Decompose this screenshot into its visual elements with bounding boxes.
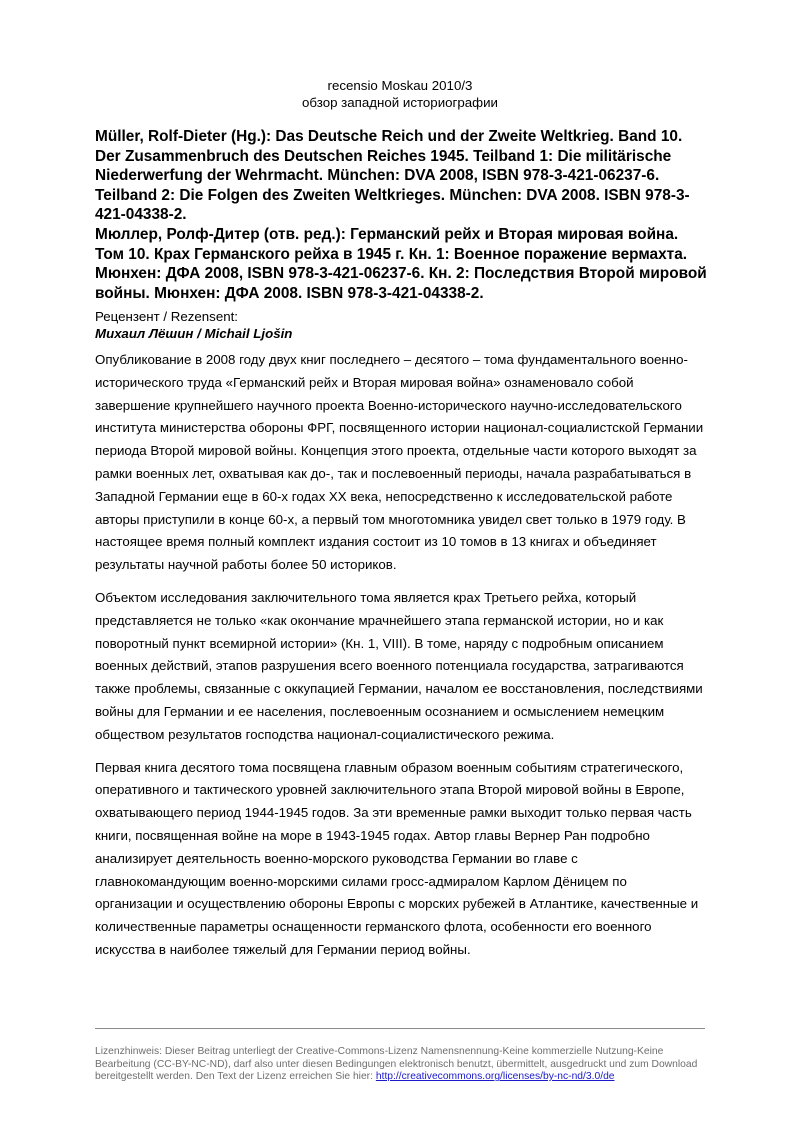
header-journal-issue: recensio Moskau 2010/3 <box>327 78 473 93</box>
header-subtitle: обзор западной историографии <box>302 94 498 110</box>
license-notice-text: Lizenzhinweis: Dieser Beitrag unterliegt der Creative-Commons-Lizenz Namensnennung-Keine kommerzielle Nutzung-Keine Bearbeitung (CC-BY-NC-ND), darf also unter diesen Bedingungen elektronisch benutzt, übermittelt, ausgedruckt und zum Download bereitgestellt werden. Den Text der Lizenz erreichen Sie hier: <box>95 1046 698 1083</box>
review-body <box>95 349 707 972</box>
reviewer-block <box>95 308 705 342</box>
title-russian: Мюллер, Ролф-Дитер (отв. ред.): Германский рейх и Вторая мировая война. Том 10. Крах Германского рейха в 1945 г. Кн. 1: Военное поражение вермахта. Мюнхен: ДФА 2008, ISBN 978-3-421-06237-6. Кн. 2: Последствия Второй мировой войны. Мюнхен: ДФА 2008. ISBN 978-3-421-04338-2. <box>95 225 707 302</box>
body-paragraph: Объектом исследования заключительного тома является крах Третьего рейха, который представляется не только «как окончание мрачнейшего этапа германской истории, но и как поворотный пункт всемирной истории» (Кн. 1, VIII). В томе, наряду с подробным описанием военных действий, этапов разрушения всего военного потенциала государства, затрагиваются также проблемы, связанные с оккупацией Германии, началом ее восстановления, последствиями войны для Германии и ее населения, послевоенным осознанием и осмыслением немецким обществом результатов господства национал-социалистического режима. <box>95 589 703 742</box>
license-link[interactable]: http://creativecommons.org/licenses/by-nc-nd/3.0/de <box>375 1071 615 1083</box>
running-header <box>95 78 705 111</box>
reviewer-name: Михаил Лёшин / Michail Ljošin <box>95 326 293 341</box>
license-footer <box>95 1046 707 1084</box>
title-german: Müller, Rolf-Dieter (Hg.): Das Deutsche Reich und der Zweite Weltkrieg. Band 10. Der Zusammenbruch des Deutschen Reiches 1945. Teilband 1: Die militärische Niederwerfung der Wehrmacht. München: DVA 2008, ISBN 978-3-421-06237-6. Teilband 2: Die Folgen des Zweiten Weltkrieges. München: DVA 2008. ISBN 978-3-421-04338-2. <box>95 128 690 224</box>
footer-divider <box>95 1028 705 1029</box>
reviewer-label: Рецензент / Rezensent: <box>95 309 239 324</box>
body-paragraph: Опубликование в 2008 году двух книг последнего – десятого – тома фундаментального военно-исторического труда «Германский рейх и Вторая мировая война» ознаменовало собой завершение крупнейшего научного проекта Военно-исторического научно-исследовательского института министерства обороны ФРГ, посвященного истории национал-социалистской Германии периода Второй мировой войны. Концепция этого проекта, отдельные части которого выходят за рамки военных лет, охватывая как до-, так и послевоенный периоды, начала разрабатываться в Западной Германии еще в 60-х годах XX века, непосредственно к исследовательской работе авторы приступили в конце 60-х, а первый том многотомника увидел свет только в 1979 году. В настоящее время полный комплект издания состоит из 10 томов в 13 книгах и объединяет результаты научной работы более 50 историков. <box>95 352 704 573</box>
bibliographic-title <box>95 127 707 303</box>
body-paragraph: Первая книга десятого тома посвящена главным образом военным событиям стратегического, оперативного и тактического уровней заключительного этапа Второй мировой войны в Европе, охватывающего период 1944-1945 годов. За эти временные рамки выходит только первая часть книги, посвященная войне на море в 1943-1945 годах. Автор главы Вернер Ран подробно анализирует деятельность военно-морского руководства Германии во главе с главнокомандующим военно-морскими силами гросс-адмиралом Карлом Дёницем по организации и осуществлению обороны Европы с морских рубежей в Атлантике, качественные и количественные параметры оснащенности германского флота, особенности его военного искусства в наиболее тяжелый для Германии период войны. <box>95 759 699 957</box>
